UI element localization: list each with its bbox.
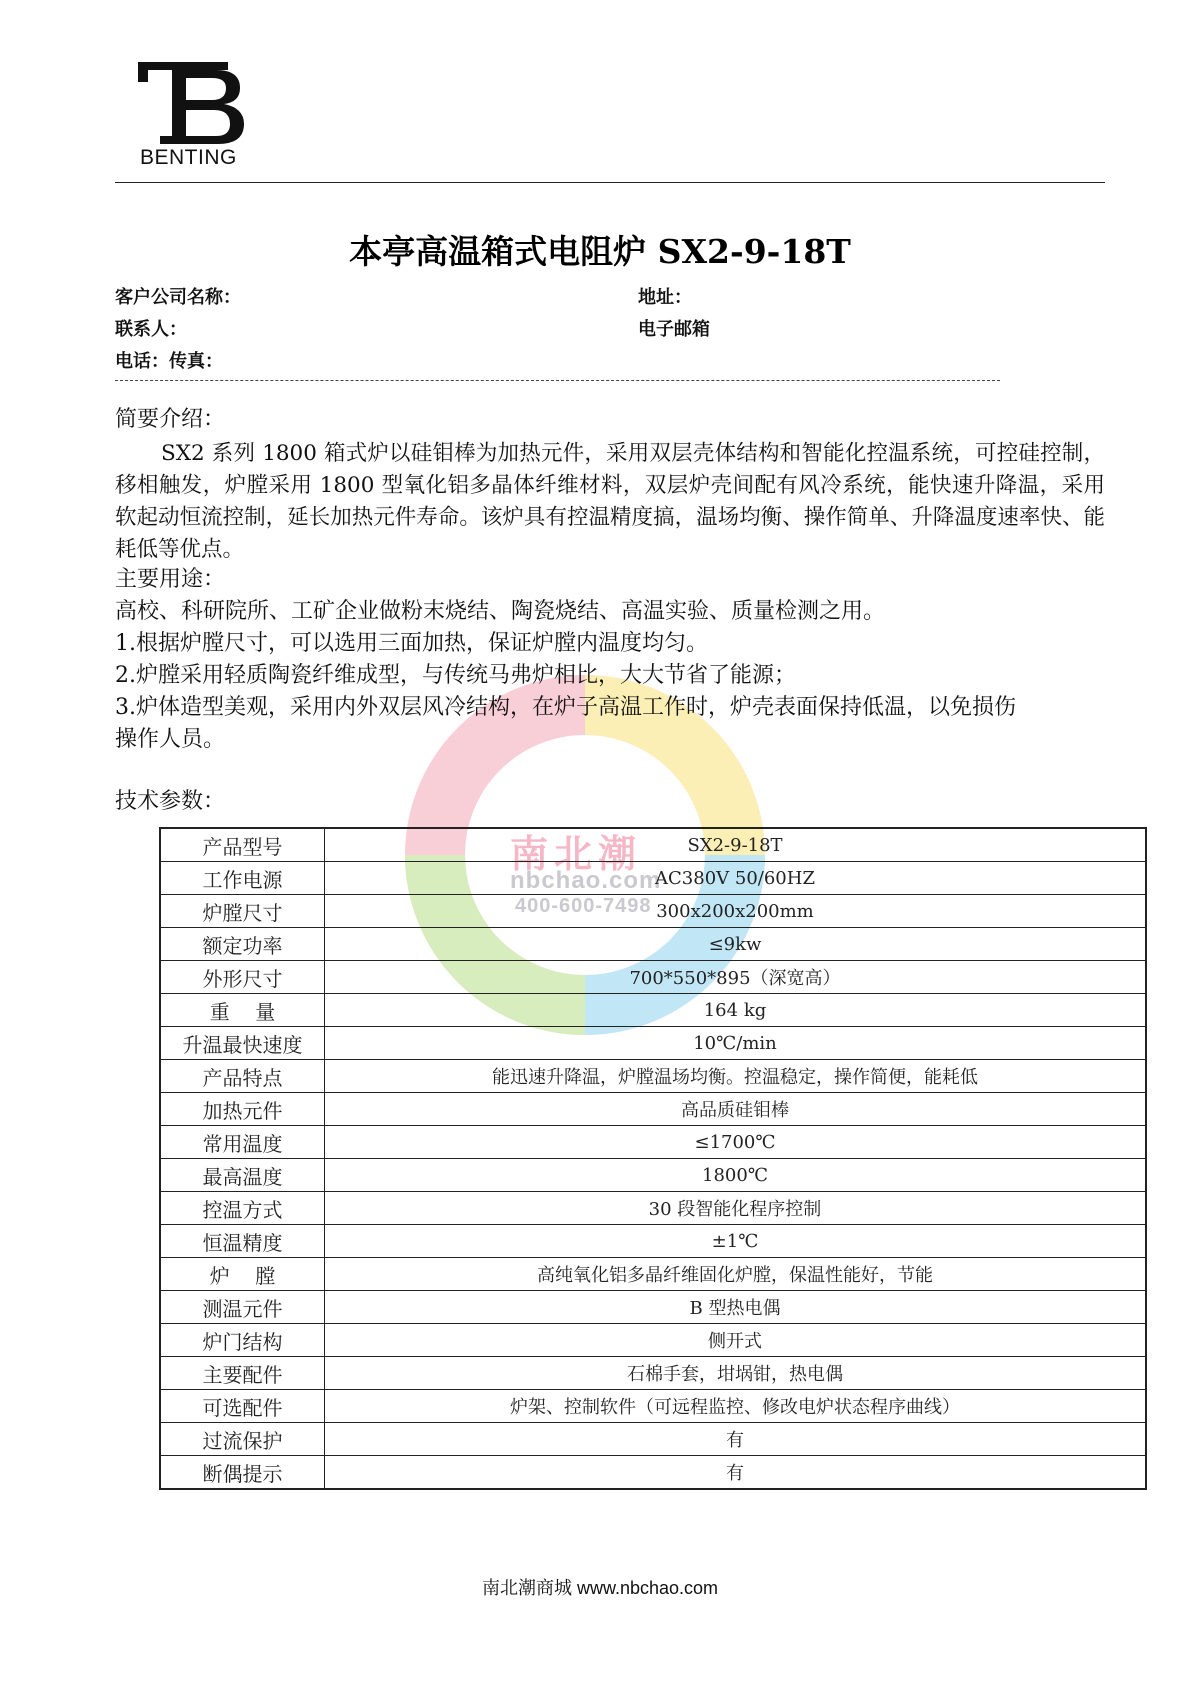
spec-value: 有 [325, 1456, 1147, 1490]
spec-value: SX2-9-18T [325, 828, 1147, 862]
spec-row [160, 994, 1146, 1027]
spec-row [160, 1456, 1146, 1490]
page-footer: 南北潮商城 www.nbchao.com [481, 1578, 719, 1598]
spec-value: AC380V 50/60HZ [325, 862, 1147, 895]
spec-row [160, 1357, 1146, 1390]
spec-row [160, 828, 1146, 862]
phone-fax-label: 电话：传真： [115, 351, 223, 372]
spec-value: 石棉手套，坩埚钳，热电偶 [325, 1357, 1147, 1390]
usage-line-4: 3.炉体造型美观，采用内外双层风冷结构，在炉子高温工作时，炉壳表面保持低温，以免损伤 [115, 695, 1016, 720]
header-rule [115, 182, 1105, 183]
spec-value: 高纯氧化铝多晶纤维固化炉膛，保温性能好，节能 [325, 1258, 1147, 1291]
spec-value: 164 kg [325, 994, 1147, 1027]
spec-key: 产品特点 [160, 1060, 325, 1093]
spec-row [160, 961, 1146, 994]
logo-text: BENTING [140, 146, 237, 169]
spec-key: 升温最快速度 [160, 1027, 325, 1060]
spec-key: 最高温度 [160, 1159, 325, 1192]
intro-heading: 简要介绍： [115, 407, 226, 432]
spec-row [160, 1225, 1146, 1258]
usage-line-2: 1.根据炉膛尺寸，可以选用三面加热，保证炉膛内温度均匀。 [115, 631, 708, 656]
intro-paragraph: SX2 系列 1800 箱式炉以硅钼棒为加热元件，采用双层壳体结构和智能化控温系统，可控硅控制，移相触发，炉膛采用 1800 型氧化铝多晶体纤维材料，双层炉壳间配有风冷系统，能快速升降温，采用软起动恒流控制，延长加热元件寿命。该炉具有控温精度搞，温场均衡、操作简单、升降温度速率快、能耗低等优点。 [115, 441, 1105, 562]
usage-line-1: 高校、科研院所、工矿企业做粉末烧结、陶瓷烧结、高温实验、质量检测之用。 [115, 599, 886, 624]
spec-row [160, 1192, 1146, 1225]
spec-row [160, 1027, 1146, 1060]
spec-value: 1800℃ [325, 1159, 1147, 1192]
spec-key: 工作电源 [160, 862, 325, 895]
usage-line-5: 操作人员。 [115, 727, 226, 752]
spec-key: 过流保护 [160, 1423, 325, 1456]
spec-key: 外形尺寸 [160, 961, 325, 994]
spec-table [159, 827, 1147, 1490]
spec-value: ±1℃ [325, 1225, 1147, 1258]
dashed-divider [115, 380, 1000, 381]
spec-value: 能迅速升降温，炉膛温场均衡。控温稳定，操作简便，能耗低 [325, 1060, 1147, 1093]
benting-logo-mark [136, 58, 248, 150]
spec-key: 测温元件 [160, 1291, 325, 1324]
spec-key: 可选配件 [160, 1390, 325, 1423]
spec-key: 断偶提示 [160, 1456, 325, 1490]
spec-key: 额定功率 [160, 928, 325, 961]
usage-line-3: 2.炉膛采用轻质陶瓷纤维成型，与传统马弗炉相比，大大节省了能源； [115, 663, 796, 688]
spec-value: 炉架、控制软件（可远程监控、修改电炉状态程序曲线） [325, 1390, 1147, 1423]
spec-key: 恒温精度 [160, 1225, 325, 1258]
spec-value: 有 [325, 1423, 1147, 1456]
spec-row [160, 1423, 1146, 1456]
spec-value: 300x200x200mm [325, 895, 1147, 928]
spec-row [160, 862, 1146, 895]
document-title: 本亭高温箱式电阻炉 SX2-9-18T [349, 232, 851, 271]
spec-row [160, 1093, 1146, 1126]
spec-row [160, 1159, 1146, 1192]
spec-value: 高品质硅钼棒 [325, 1093, 1147, 1126]
spec-value: ≤9kw [325, 928, 1147, 961]
spec-value: 30 段智能化程序控制 [325, 1192, 1147, 1225]
spec-key: 产品型号 [160, 828, 325, 862]
watermark-text-phone: 400-600-7498 [515, 895, 652, 917]
spec-key: 炉膛尺寸 [160, 895, 325, 928]
spec-key: 主要配件 [160, 1357, 325, 1390]
spec-key: 炉门结构 [160, 1324, 325, 1357]
watermark-text-cn: 南北潮 [510, 831, 643, 876]
address-label: 地址： [638, 287, 692, 308]
spec-value: 700*550*895（深宽高） [325, 961, 1147, 994]
spec-value: 侧开式 [325, 1324, 1147, 1357]
email-label: 电子邮箱 [638, 319, 710, 340]
spec-key: 炉 膛 [160, 1258, 325, 1291]
benting-logo [136, 58, 248, 176]
usage-heading: 主要用途： [115, 567, 226, 592]
params-heading: 技术参数： [115, 789, 226, 814]
spec-row [160, 895, 1146, 928]
contact-label: 联系人： [115, 319, 187, 340]
spec-row [160, 1291, 1146, 1324]
spec-row [160, 1324, 1146, 1357]
spec-row [160, 1258, 1146, 1291]
spec-value: 10℃/min [325, 1027, 1147, 1060]
spec-value: B 型热电偶 [325, 1291, 1147, 1324]
spec-key: 控温方式 [160, 1192, 325, 1225]
spec-row [160, 1126, 1146, 1159]
spec-row [160, 1390, 1146, 1423]
spec-row [160, 1060, 1146, 1093]
company-label: 客户公司名称： [115, 287, 241, 308]
spec-key: 加热元件 [160, 1093, 325, 1126]
spec-value: ≤1700℃ [325, 1126, 1147, 1159]
spec-row [160, 928, 1146, 961]
watermark-text-domain: nbchao.com [510, 867, 662, 894]
spec-key: 常用温度 [160, 1126, 325, 1159]
spec-key: 重 量 [160, 994, 325, 1027]
